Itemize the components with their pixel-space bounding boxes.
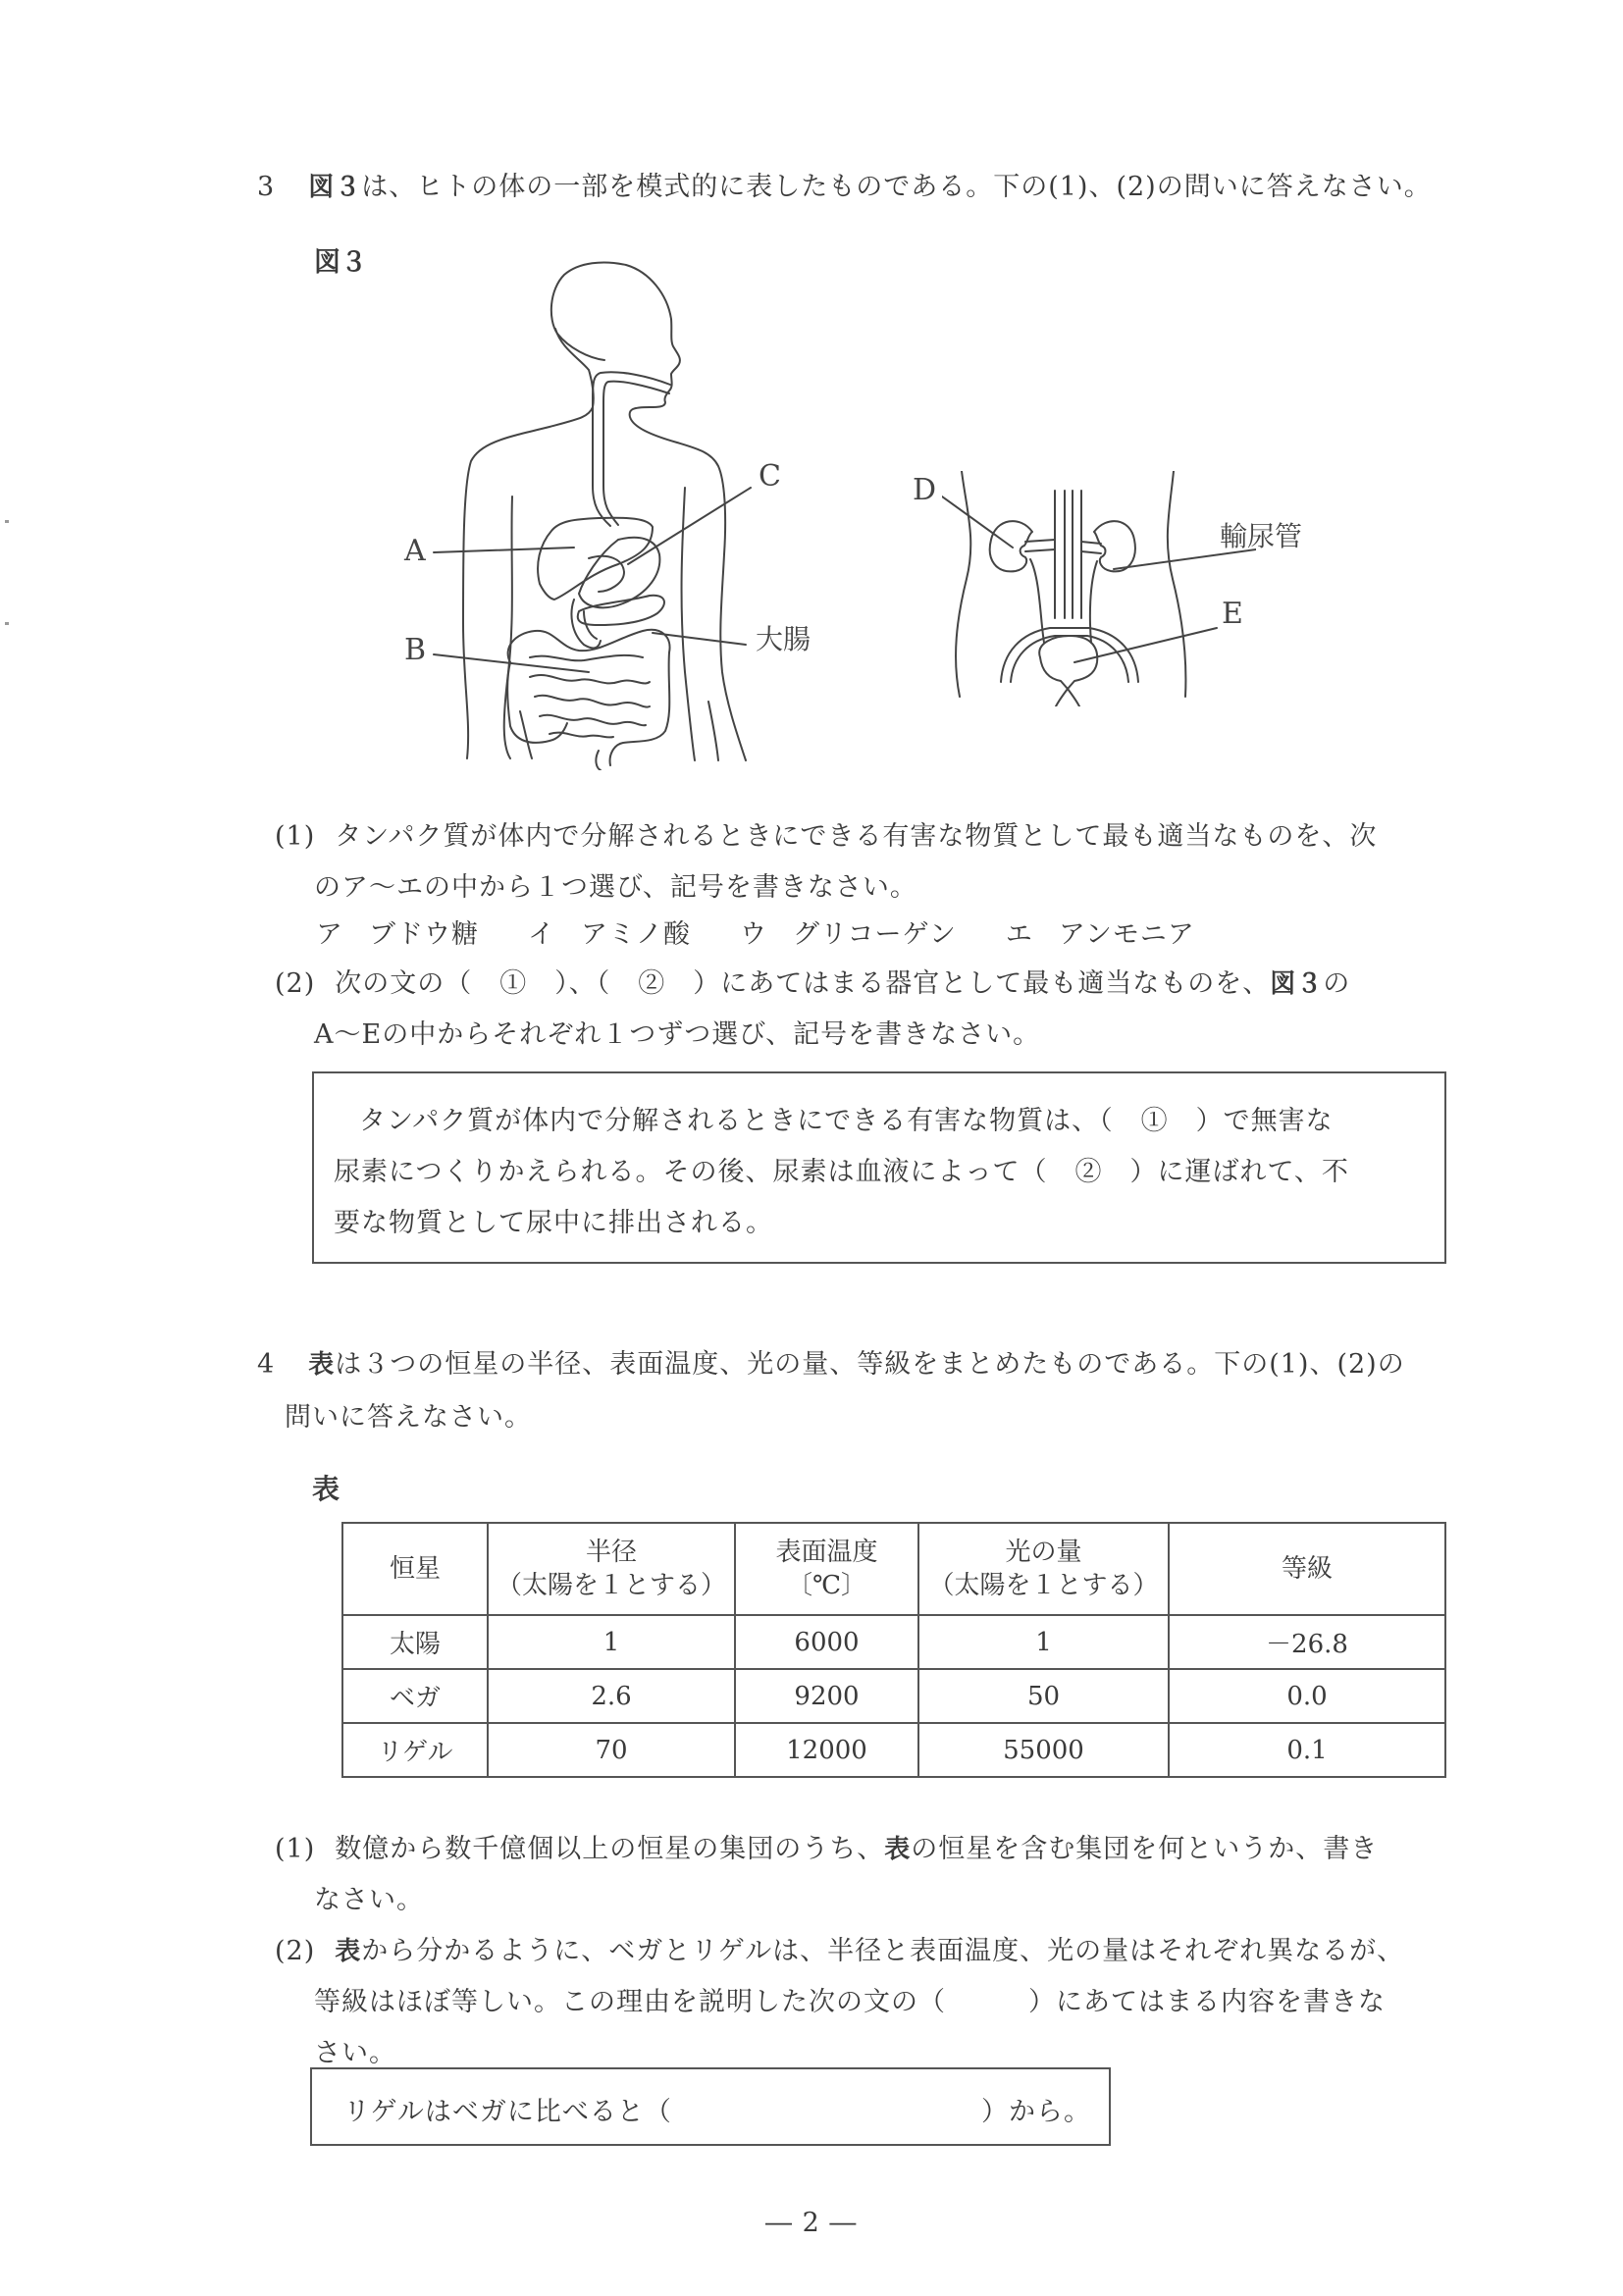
cell-luminosity: 1 — [918, 1615, 1169, 1669]
cell-luminosity: 55000 — [918, 1723, 1169, 1777]
urethra — [1068, 689, 1079, 706]
q3-heading — [257, 165, 1432, 203]
star-table — [341, 1522, 1446, 1778]
label-E: E — [1222, 597, 1243, 631]
leader-line-A — [434, 548, 574, 552]
q3-passage-line2: 尿素につくりかえられる。その後、尿素は血液によって（ ② ）に運ばれて、不 — [334, 1157, 1349, 1187]
q4-sub1-number: (1) — [275, 1834, 316, 1864]
label-C: C — [759, 459, 781, 494]
cell-luminosity: 50 — [918, 1669, 1169, 1723]
label-A: A — [404, 534, 426, 568]
header-luminosity: 光の量 （太陽を１とする） — [918, 1523, 1169, 1615]
q4-sub1-line1: (1) 数億から数千億個以上の恒星の集団のうち、表の恒星を含む集団を何というか、書き — [275, 1834, 1379, 1864]
arm-line — [504, 496, 512, 758]
q4-table-title: 表 — [312, 1473, 340, 1505]
q3-sub2-line1: (2) 次の文の（ ① ）、（ ② ）にあてはまる器官として最も適当なものを、図３の — [275, 968, 1351, 999]
q3-passage-line1: タンパク質が体内で分解されるときにできる有害な物質は、（ ① ）で無害な — [359, 1106, 1334, 1136]
q4-table-ref: 表 — [308, 1350, 336, 1380]
q3-sub2-number: (2) — [275, 968, 316, 999]
leader-line-large-intestine — [653, 633, 746, 645]
q4-heading-line1: 4 表は３つの恒星の半径、表面温度、光の量、等級をまとめたものである。下の(1)、(2)の — [257, 1349, 1405, 1380]
arm-line — [520, 711, 532, 758]
urethra — [1056, 689, 1068, 706]
q4-answer-blank[interactable] — [687, 2082, 971, 2125]
stomach-C — [579, 538, 659, 608]
q4-number: 4 — [257, 1349, 276, 1380]
iliac-vessel — [1011, 636, 1128, 682]
table-row — [342, 1615, 1445, 1669]
q3-figure-title: 図３ — [314, 247, 367, 278]
bladder-E — [1039, 636, 1097, 689]
figure3-digestive — [393, 260, 903, 770]
q3-sub1-line2: のア～エの中から１つ選び、記号を書きなさい。 — [314, 872, 917, 903]
body-outline — [956, 471, 970, 697]
scan-mark — [5, 520, 9, 523]
header-magnitude: 等級 — [1169, 1523, 1445, 1615]
cell-temperature: 9200 — [735, 1669, 918, 1723]
small-intestine — [535, 696, 650, 707]
cell-magnitude: 0.1 — [1169, 1723, 1445, 1777]
q3-sub1-choices — [316, 913, 1195, 951]
pancreas — [578, 596, 664, 625]
ureter — [1090, 561, 1097, 643]
q4-sub2-line2: 等級はほぼ等しい。この理由を説明した次の文の（ ）にあてはまる内容を書きな — [314, 1987, 1386, 2017]
table-row — [342, 1723, 1445, 1777]
stomach-C — [589, 556, 624, 592]
q4-sub1-line2: なさい。 — [314, 1885, 424, 1915]
body-outline — [1168, 471, 1186, 697]
leader-line-E — [1074, 628, 1217, 662]
header-star: 恒星 — [342, 1523, 488, 1615]
head-outline — [551, 262, 746, 760]
cell-magnitude: 0.0 — [1169, 1669, 1445, 1723]
cell-star: 太陽 — [342, 1615, 488, 1669]
kidney — [1094, 521, 1135, 571]
arm-line — [708, 702, 718, 760]
renal-vessel — [1025, 549, 1055, 551]
header-temperature: 表面温度 〔℃〕 — [735, 1523, 918, 1615]
q3-sub2-line2: A～Eの中からそれぞれ１つずつ選び、記号を書きなさい。 — [314, 1019, 1041, 1050]
renal-vessel — [1081, 551, 1101, 553]
figure3-urinary — [942, 471, 1256, 706]
q4-answer-after: ）から。 — [981, 2097, 1091, 2127]
leader-line-B — [434, 654, 589, 672]
q3-sub1-number: (1) — [275, 821, 316, 852]
choice-e: エ アンモニア — [1005, 919, 1195, 950]
table-row — [342, 1669, 1445, 1723]
cell-temperature: 12000 — [735, 1723, 918, 1777]
choice-i: イ アミノ酸 — [528, 919, 691, 950]
cell-magnitude: －26.8 — [1169, 1615, 1445, 1669]
label-ureter: 輸尿管 — [1220, 520, 1303, 552]
small-intestine — [540, 715, 646, 726]
label-large-intestine: 大腸 — [756, 623, 812, 655]
small-intestine — [530, 675, 650, 683]
q3-fig-ref: 図３ — [308, 173, 362, 202]
cell-radius: 1 — [488, 1615, 735, 1669]
scan-mark — [5, 622, 9, 625]
page-number: ― 2 ― — [765, 2208, 858, 2238]
q4-answer-before: リゲルはベガに比べると（ — [343, 2097, 672, 2127]
q3-intro: は、ヒトの体の一部を模式的に表したものである。下の(1)、(2)の問いに答えなさい。 — [361, 172, 1432, 202]
header-radius: 半径 （太陽を１とする） — [488, 1523, 735, 1615]
large-intestine — [596, 751, 601, 770]
q4-sub2-number: (2) — [275, 1936, 316, 1966]
cell-temperature: 6000 — [735, 1615, 918, 1669]
large-intestine — [508, 630, 670, 765]
left-body-outline — [463, 329, 594, 758]
q3-number: 3 — [257, 172, 276, 202]
choice-a: ア ブドウ糖 — [316, 919, 479, 950]
q4-sub2-line3: さい。 — [314, 2038, 396, 2068]
label-B: B — [404, 633, 427, 667]
leader-line-D — [942, 496, 1013, 548]
leader-line-C — [628, 488, 751, 564]
cell-radius: 2.6 — [488, 1669, 735, 1723]
label-D: D — [913, 473, 937, 507]
q4-sub2-line1: (2) 表から分かるように、ベガとリゲルは、半径と表面温度、光の量はそれぞれ異なるが、 — [275, 1936, 1405, 1966]
q3-passage-line3: 要な物質として尿中に排出される。 — [334, 1208, 773, 1238]
q3-sub1-line1: (1) タンパク質が体内で分解されるときにできる有害な物質として最も適当なものを、次 — [275, 821, 1378, 852]
table-header-row — [342, 1523, 1445, 1615]
cell-star: ベガ — [342, 1669, 488, 1723]
q4-heading-line2: 問いに答えなさい。 — [285, 1402, 532, 1433]
choice-u: ウ グリコーゲン — [740, 919, 957, 950]
cell-star: リゲル — [342, 1723, 488, 1777]
esophagus — [603, 382, 669, 525]
small-intestine — [530, 655, 643, 660]
cell-radius: 70 — [488, 1723, 735, 1777]
renal-vessel — [1025, 540, 1055, 542]
